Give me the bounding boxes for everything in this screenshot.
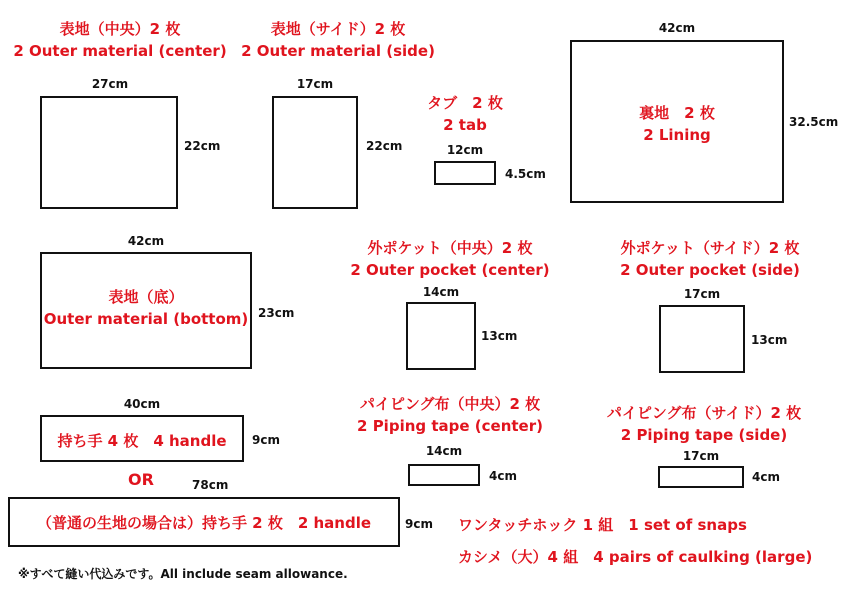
piping-side-piece: [658, 466, 744, 488]
outer-bottom-height: 23cm: [258, 306, 295, 320]
caulking-label: カシメ（大）4 組 4 pairs of caulking (large): [458, 548, 813, 566]
outer-bottom-title-jp: 表地（底）: [108, 288, 184, 306]
piping-center-title-en: 2 Piping tape (center): [357, 417, 543, 435]
piping-center-piece: [408, 464, 480, 486]
handle-alt-height: 9cm: [405, 517, 433, 531]
outer-center-title-en: 2 Outer material (center): [13, 42, 227, 60]
pocket-center-title-jp: 外ポケット（中央）2 枚: [367, 239, 533, 257]
piping-center-title-jp: パイピング布（中央）2 枚: [359, 395, 541, 413]
pocket-side-title-jp: 外ポケット（サイド）2 枚: [620, 239, 800, 257]
handle-width: 40cm: [123, 397, 161, 411]
pocket-center-piece: [406, 302, 476, 370]
outer-center-title-jp: 表地（中央）2 枚: [59, 20, 181, 38]
lining-title-en: 2 Lining: [643, 126, 711, 144]
seam-allowance-note: ※すべて縫い代込みです。All include seam allowance.: [18, 567, 348, 581]
lining-title-jp: 裏地 2 枚: [639, 104, 715, 122]
lining-width: 42cm: [658, 21, 696, 35]
pocket-side-height: 13cm: [751, 333, 788, 347]
tab-title-en: 2 tab: [443, 116, 487, 134]
piping-side-height: 4cm: [752, 470, 780, 484]
pocket-side-width: 17cm: [683, 287, 721, 301]
piping-center-width: 14cm: [425, 444, 463, 458]
outer-center-width: 27cm: [91, 77, 129, 91]
pocket-center-width: 14cm: [422, 285, 460, 299]
outer-side-piece: [272, 96, 358, 209]
outer-side-height: 22cm: [366, 139, 403, 153]
pocket-center-height: 13cm: [481, 329, 518, 343]
outer-side-title-jp: 表地（サイド）2 枚: [270, 20, 406, 38]
or-label: OR: [128, 470, 154, 489]
tab-title-jp: タブ 2 枚: [427, 94, 503, 112]
piping-side-title-jp: パイピング布（サイド）2 枚: [606, 404, 802, 422]
piping-side-width: 17cm: [682, 449, 720, 463]
piping-center-height: 4cm: [489, 469, 517, 483]
handle-title: 持ち手 4 枚 4 handle: [57, 432, 227, 450]
outer-center-height: 22cm: [184, 139, 221, 153]
outer-side-title-en: 2 Outer material (side): [241, 42, 435, 60]
lining-height: 32.5cm: [789, 115, 839, 129]
pocket-side-title-en: 2 Outer pocket (side): [620, 261, 800, 279]
piping-side-title-en: 2 Piping tape (side): [620, 426, 788, 444]
snaps-label: ワンタッチホック 1 組 1 set of snaps: [458, 516, 747, 534]
handle-alt-width: 78cm: [192, 478, 229, 492]
tab-piece: [434, 161, 496, 185]
pocket-side-piece: [659, 305, 745, 373]
outer-side-width: 17cm: [296, 77, 334, 91]
outer-bottom-title-en: Outer material (bottom): [43, 310, 249, 328]
outer-center-piece: [40, 96, 178, 209]
pocket-center-title-en: 2 Outer pocket (center): [350, 261, 550, 279]
handle-alt-title: （普通の生地の場合は）持ち手 2 枚 2 handle: [36, 514, 372, 532]
tab-width: 12cm: [446, 143, 484, 157]
tab-height: 4.5cm: [505, 167, 546, 181]
handle-height: 9cm: [252, 433, 280, 447]
outer-bottom-width: 42cm: [127, 234, 165, 248]
